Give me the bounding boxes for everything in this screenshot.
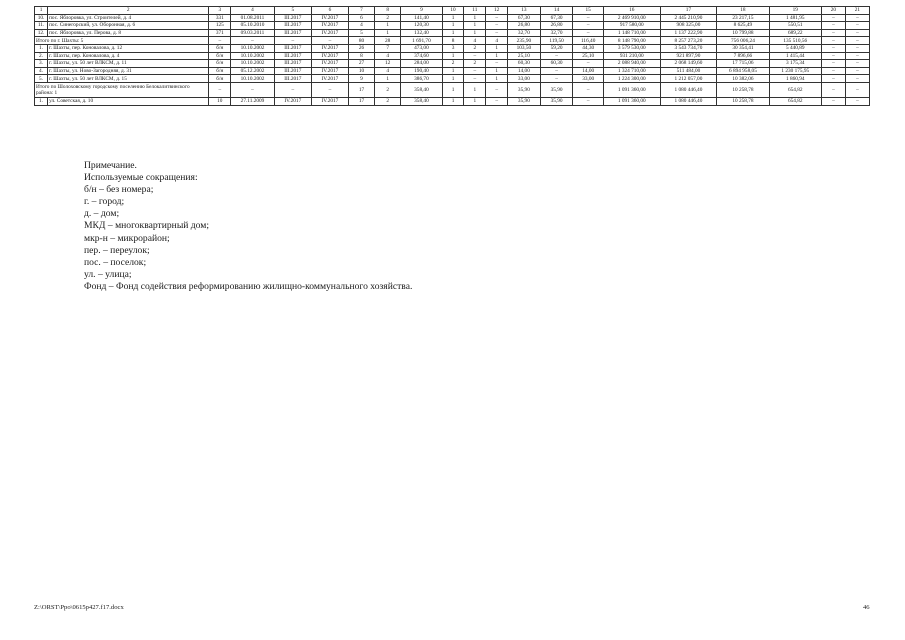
note-line: пер. – переулок; — [84, 244, 150, 256]
table-cell: 4 — [464, 37, 486, 45]
table-cell: 1 — [375, 29, 401, 37]
column-number-cell: 16 — [603, 7, 660, 15]
table-cell: 331 — [209, 14, 231, 22]
table-row — [35, 52, 870, 60]
table-cell: 12 — [375, 60, 401, 68]
table-cell: – — [209, 37, 231, 45]
table-cell: 931 210,00 — [603, 52, 660, 60]
table-cell: б/н — [209, 44, 231, 52]
address-cell: пос. Яблоровка, ул. Строителей, д. 4 — [48, 14, 209, 22]
table-cell: 26 — [348, 44, 374, 52]
table-cell: IV.2017 — [311, 44, 348, 52]
column-number-cell: 9 — [401, 7, 442, 15]
table-cell: 5 440,89 — [769, 44, 821, 52]
table-cell: 4 — [375, 52, 401, 60]
table-cell: 80 — [348, 37, 374, 45]
table-cell: – — [821, 60, 845, 68]
table-cell: б/н — [209, 52, 231, 60]
table-cell: 3 175,34 — [769, 60, 821, 68]
table-cell: 1 — [464, 14, 486, 22]
table-cell: – — [573, 22, 604, 30]
table-cell: 14,00 — [508, 67, 541, 75]
table-cell: – — [821, 14, 845, 22]
table-cell: 1 — [486, 44, 508, 52]
table-cell: 01.08.2011 — [231, 14, 275, 22]
table-cell: 9 — [348, 75, 374, 83]
table-cell: III.2017 — [274, 14, 311, 22]
table-cell: – — [573, 82, 604, 97]
table-cell: 7 — [375, 44, 401, 52]
table-cell: 917 580,00 — [603, 22, 660, 30]
table-cell: III.2017 — [274, 67, 311, 75]
table-cell: 10 258,78 — [717, 97, 769, 105]
table-cell: 10 — [348, 67, 374, 75]
note-line: Используемые сокращения: — [84, 172, 198, 184]
table-cell: – — [573, 29, 604, 37]
table-row — [35, 14, 870, 22]
table-cell: 1 — [486, 67, 508, 75]
table-cell: 120,30 — [401, 22, 442, 30]
table-cell: 1 091 360,00 — [603, 97, 660, 105]
table-cell: – — [821, 29, 845, 37]
table-cell: 27.11.2009 — [231, 97, 275, 105]
table-row — [35, 75, 870, 83]
table-cell: – — [540, 67, 573, 75]
table-cell: 1 — [442, 52, 464, 60]
table-cell: б/н — [209, 60, 231, 68]
table-cell: – — [821, 44, 845, 52]
table-cell: – — [486, 97, 508, 105]
table-cell: 1. — [35, 44, 48, 52]
table-cell: 23 217,15 — [717, 14, 769, 22]
table-cell: 1 137 222,90 — [660, 29, 717, 37]
note-line: г. – город; — [84, 196, 125, 208]
table-cell: 921 897,90 — [660, 52, 717, 60]
table-cell: – — [845, 75, 869, 83]
table-cell: – — [311, 82, 348, 97]
table-cell: IV.2017 — [311, 52, 348, 60]
table-cell: 1 — [442, 67, 464, 75]
table-cell: 27 — [348, 60, 374, 68]
table-cell: – — [845, 60, 869, 68]
table-cell: – — [464, 75, 486, 83]
table-cell: 05.10.2010 — [231, 22, 275, 30]
column-number-cell: 8 — [375, 7, 401, 15]
table-cell: 1 230 175,95 — [769, 67, 821, 75]
column-number-cell: 15 — [573, 7, 604, 15]
table-cell: б/н — [209, 67, 231, 75]
table-cell: 10.10.2002 — [231, 52, 275, 60]
table-cell: 8 — [442, 37, 464, 45]
table-cell: 67,30 — [508, 14, 541, 22]
note-line: Фонд – Фонд содействия реформированию жилищно-коммунального хозяйства. — [84, 280, 413, 292]
table-cell: 1 860,94 — [769, 75, 821, 83]
column-number-cell: 2 — [48, 7, 209, 15]
table-cell: 11. — [35, 22, 48, 30]
table-cell: 1 — [442, 75, 464, 83]
table-cell: – — [821, 37, 845, 45]
table-cell: б/н — [209, 75, 231, 83]
table-cell: 116,40 — [573, 37, 604, 45]
table-cell: – — [845, 97, 869, 105]
table-row — [35, 29, 870, 37]
table-cell: 689,22 — [769, 29, 821, 37]
table-row — [35, 44, 870, 52]
page-number: 46 — [863, 604, 870, 611]
note-line: ул. – улица; — [84, 268, 132, 280]
address-cell: ул. Советская, д. 10 — [48, 97, 209, 105]
table-cell: 2. — [35, 52, 48, 60]
table-cell: 1 — [442, 97, 464, 105]
table-cell: – — [845, 67, 869, 75]
table-cell: 4. — [35, 67, 48, 75]
address-cell: г. Шахты, ул. 50 лет ВЛКСМ, д. 15 — [48, 75, 209, 83]
table-cell: 5. — [35, 75, 48, 83]
table-cell: 1 — [464, 97, 486, 105]
subtotal-label: Итого по г. Шахты: 5 — [35, 37, 209, 45]
table-cell: – — [231, 82, 275, 97]
table-cell: III.2017 — [274, 60, 311, 68]
table-cell: 190,40 — [401, 67, 442, 75]
table-cell: 44,30 — [573, 44, 604, 52]
table-cell: – — [540, 75, 573, 83]
subtotal-label: Итого по Шолоховскому городскому поселению Белокалитвинского района: 1 — [35, 82, 209, 97]
table-cell: 2 469 910,00 — [603, 14, 660, 22]
table-cell: 2 445 210,90 — [660, 14, 717, 22]
column-number-cell: 6 — [311, 7, 348, 15]
table-cell: 235,90 — [508, 37, 541, 45]
table-cell: – — [231, 37, 275, 45]
table-cell: 3 — [442, 44, 464, 52]
table-cell: 28 — [375, 37, 401, 45]
table-cell: – — [845, 44, 869, 52]
table-cell: 1 415,44 — [769, 52, 821, 60]
table-cell: 1 — [442, 14, 464, 22]
table-cell: – — [464, 52, 486, 60]
table-cell: 32,70 — [508, 29, 541, 37]
table-cell: 10 258,78 — [717, 82, 769, 97]
table-cell: 09.03.2011 — [231, 29, 275, 37]
table-row — [35, 22, 870, 30]
table-cell: 1 212 057,00 — [660, 75, 717, 83]
table-cell: 125 — [209, 22, 231, 30]
table-cell: – — [821, 52, 845, 60]
table-cell: 10. — [35, 14, 48, 22]
table-cell: 2 — [464, 44, 486, 52]
table-cell: 35,90 — [508, 82, 541, 97]
table-cell: 1 091 360,00 — [603, 82, 660, 97]
table-cell: 17 — [348, 97, 374, 105]
address-cell: г. Шахты, ул. 50 лет ВЛКСМ, д. 11 — [48, 60, 209, 68]
table-cell: 1 — [442, 22, 464, 30]
table-cell: 35,90 — [540, 97, 573, 105]
table-cell: 35,90 — [540, 82, 573, 97]
column-number-cell: 21 — [845, 7, 869, 15]
table-cell: 33,00 — [508, 75, 541, 83]
table-cell: 654,82 — [769, 82, 821, 97]
table-cell: 654,82 — [769, 97, 821, 105]
table-cell: – — [486, 29, 508, 37]
table-cell: – — [845, 52, 869, 60]
table-cell: 908 325,00 — [660, 22, 717, 30]
table-cell: – — [821, 97, 845, 105]
table-cell: 473,00 — [401, 44, 442, 52]
table-cell: IV.2017 — [311, 14, 348, 22]
table-cell: 35,90 — [508, 97, 541, 105]
column-number-cell: 18 — [717, 7, 769, 15]
table-cell: 8 257 273,20 — [660, 37, 717, 45]
table-cell: 1 324 710,00 — [603, 67, 660, 75]
table-cell: – — [845, 37, 869, 45]
column-number-cell: 12 — [486, 7, 508, 15]
table-cell: 1 — [464, 82, 486, 97]
subtotal-row — [35, 82, 870, 97]
table-cell: 3 543 734,70 — [660, 44, 717, 52]
address-cell: пос. Яблоровка, ул. Перова, д. 8 — [48, 29, 209, 37]
table-cell: – — [274, 37, 311, 45]
table-cell: III.2017 — [274, 22, 311, 30]
table-cell: 32,70 — [540, 29, 573, 37]
table-cell: – — [821, 75, 845, 83]
table-cell: 8 — [348, 52, 374, 60]
table-cell: 371 — [209, 29, 231, 37]
note-line: пос. – поселок; — [84, 256, 147, 268]
table-cell: IV.2017 — [311, 75, 348, 83]
table-cell: – — [821, 82, 845, 97]
table-cell: IV.2017 — [274, 97, 311, 105]
table-cell: 550,51 — [769, 22, 821, 30]
table-cell: 5 — [348, 29, 374, 37]
address-cell: г. Шахты, пер. Коновалова, д. 12 — [48, 44, 209, 52]
table-cell: 10 — [209, 97, 231, 105]
table-cell: III.2017 — [274, 29, 311, 37]
table-cell: 1 — [442, 29, 464, 37]
table-cell: 2 — [464, 60, 486, 68]
table-cell: IV.2017 — [311, 60, 348, 68]
column-number-cell: 14 — [540, 7, 573, 15]
table-cell: 284,00 — [401, 60, 442, 68]
table-cell: 1 — [442, 82, 464, 97]
table-cell: 10.10.2002 — [231, 44, 275, 52]
table-cell: IV.2017 — [311, 29, 348, 37]
table-cell: – — [845, 14, 869, 22]
table-cell: 60,30 — [540, 60, 573, 68]
table-cell: 132,40 — [401, 29, 442, 37]
subtotal-row — [35, 37, 870, 45]
note-line: мкр-н – микрорайон; — [84, 232, 170, 244]
table-cell: 4 — [348, 22, 374, 30]
table-cell: 8 625,49 — [717, 22, 769, 30]
table-cell: – — [845, 29, 869, 37]
notes-block — [84, 160, 412, 293]
table-cell: 4 — [486, 37, 508, 45]
table-cell: 103,50 — [508, 44, 541, 52]
table-cell: 25,10 — [508, 52, 541, 60]
table-cell: 1 148 710,00 — [603, 29, 660, 37]
table-cell: 10.10.2002 — [231, 60, 275, 68]
table-cell: 8 148 790,00 — [603, 37, 660, 45]
column-number-cell: 19 — [769, 7, 821, 15]
column-number-cell: 4 — [231, 7, 275, 15]
column-number-cell: 20 — [821, 7, 845, 15]
table-cell: – — [821, 22, 845, 30]
table-cell: 30 354,41 — [717, 44, 769, 52]
table-cell: 26,80 — [540, 22, 573, 30]
table-cell: 2 088 940,00 — [603, 60, 660, 68]
note-line: МКД – многоквартирный дом; — [84, 220, 210, 232]
address-cell: г. Шахты, ул. Ново-Загородняя, д. 31 — [48, 67, 209, 75]
address-cell: г. Шахты, пер. Коновалова, д. 4 — [48, 52, 209, 60]
table-cell: IV.2017 — [311, 67, 348, 75]
table-cell: 1 080 446,40 — [660, 82, 717, 97]
table-cell: 2 — [442, 60, 464, 68]
table-cell: – — [821, 67, 845, 75]
table-cell: – — [540, 52, 573, 60]
table-cell: 60,30 — [508, 60, 541, 68]
table-cell: III.2017 — [274, 44, 311, 52]
table-cell: 1 080 446,40 — [660, 97, 717, 105]
table-cell: 59,20 — [540, 44, 573, 52]
table-cell: – — [311, 37, 348, 45]
table-cell: – — [486, 22, 508, 30]
table-cell: III.2017 — [274, 52, 311, 60]
column-number-cell: 11 — [464, 7, 486, 15]
table-cell: – — [209, 82, 231, 97]
table-cell: 374,60 — [401, 52, 442, 60]
table-cell: 1 — [486, 75, 508, 83]
table-cell: – — [486, 82, 508, 97]
table-cell: – — [464, 67, 486, 75]
column-number-cell: 10 — [442, 7, 464, 15]
table-cell: 17 715,06 — [717, 60, 769, 68]
table-cell: 358,40 — [401, 82, 442, 97]
table-cell: 14,00 — [573, 67, 604, 75]
table-cell: – — [274, 82, 311, 97]
column-number-cell: 5 — [274, 7, 311, 15]
table-cell: 33,00 — [573, 75, 604, 83]
table-cell: 3 579 530,00 — [603, 44, 660, 52]
table-cell: 119,50 — [540, 37, 573, 45]
table-cell: 67,30 — [540, 14, 573, 22]
table-cell: 1 — [464, 22, 486, 30]
column-number-cell: 7 — [348, 7, 374, 15]
table-cell: 1 — [375, 75, 401, 83]
table-cell: – — [845, 22, 869, 30]
table-row — [35, 60, 870, 68]
table-cell: 1 — [464, 29, 486, 37]
table-header-row — [35, 7, 870, 15]
note-line: д. – дом; — [84, 208, 120, 220]
table-cell: 511 484,00 — [660, 67, 717, 75]
table-cell: 2 — [375, 97, 401, 105]
table-cell: – — [486, 60, 508, 68]
table-cell: 386,70 — [401, 75, 442, 83]
table-cell: 6 894 958,05 — [717, 67, 769, 75]
table-cell: 17 — [348, 82, 374, 97]
table-cell: 26,80 — [508, 22, 541, 30]
table-cell: 1 481,95 — [769, 14, 821, 22]
table-cell: 4 — [375, 67, 401, 75]
register-table — [34, 6, 870, 106]
table-cell: 10 799,88 — [717, 29, 769, 37]
footer-file-path: Z:\ORST\Ppo\0615p427.f17.docx — [34, 604, 124, 611]
table-cell: 1 224 300,00 — [603, 75, 660, 83]
table-cell: 1 691,70 — [401, 37, 442, 45]
table-cell: – — [845, 82, 869, 97]
notes-heading: Примечание. — [84, 160, 137, 171]
column-number-cell: 1 — [35, 7, 48, 15]
table-cell: 25,10 — [573, 52, 604, 60]
table-cell: 756 006,24 — [717, 37, 769, 45]
table-cell: 05.12.2002 — [231, 67, 275, 75]
table-cell: 1 — [486, 52, 508, 60]
address-cell: пос. Синегорский, ул. Оборонная, д. 6 — [48, 22, 209, 30]
table-cell: 7 896,66 — [717, 52, 769, 60]
table-cell: 3. — [35, 60, 48, 68]
table-cell: 2 068 149,60 — [660, 60, 717, 68]
table-cell: IV.2017 — [311, 97, 348, 105]
table-cell: 135 510,56 — [769, 37, 821, 45]
table-cell: – — [573, 97, 604, 105]
column-number-cell: 3 — [209, 7, 231, 15]
table-row — [35, 67, 870, 75]
table-cell: 1. — [35, 97, 48, 105]
table-cell: 10.10.2002 — [231, 75, 275, 83]
table-cell: III.2017 — [274, 75, 311, 83]
table-cell: IV.2017 — [311, 22, 348, 30]
note-line: б/н – без номера; — [84, 184, 154, 196]
table-cell: 1 — [375, 22, 401, 30]
table-cell: – — [573, 60, 604, 68]
table-cell: – — [573, 14, 604, 22]
table-cell: – — [486, 14, 508, 22]
table-cell: 358,40 — [401, 97, 442, 105]
table-cell: 141,40 — [401, 14, 442, 22]
table-row — [35, 97, 870, 105]
table-cell: 6 — [348, 14, 374, 22]
table-cell: 10 382,06 — [717, 75, 769, 83]
table-cell: 2 — [375, 82, 401, 97]
table-cell: 12. — [35, 29, 48, 37]
column-number-cell: 13 — [508, 7, 541, 15]
table-cell: 2 — [375, 14, 401, 22]
column-number-cell: 17 — [660, 7, 717, 15]
